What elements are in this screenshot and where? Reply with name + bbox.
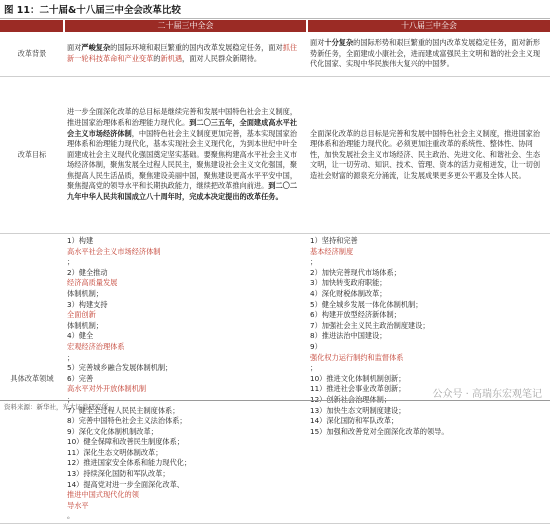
list-item [67,427,304,438]
text-segment: 。 [67,511,75,521]
text-segment: 10）健全保障和改善民生制度体系； [67,437,184,447]
list-item [67,501,304,522]
text-segment: 宏观经济治理体系 [67,341,125,351]
text-segment: 抓住新一轮科技革命和产业变革 [67,43,298,63]
text-segment: 6）构建开放型经济新体制； [310,310,401,320]
row-label-areas: 具体改革领域 [0,234,64,524]
text-segment: 11）推进社会事业改革创新； [310,384,406,394]
list-item [67,268,304,300]
goal-18th [307,77,550,234]
text-segment: 5）完善城乡融合发展体制机制； [67,363,173,373]
list-item [310,289,547,300]
text-segment: 面对 [310,38,325,48]
text-segment: 的国际形势和艰巨繁重的国内改革发展稳定任务，面对新形势新任务，全面建成小康社会，进而建成富强民主文明和谐的社会主义现代化国家、实现中华民族伟大复兴的中国梦。 [310,38,541,69]
header-20th-plenum: 二十届三中全会 [64,20,307,32]
list-item [310,427,547,438]
text-segment: 体制机制； [67,320,103,330]
text-segment: 8）推进法治中国建设； [310,331,387,341]
text-segment: 14）提高党对进一步全面深化改革、 [67,479,184,489]
text-segment: 面对 [67,43,82,53]
text-segment: ，中国特色社会主义制度更加完善，基本实现国家治理体系和治理能力现代化，基本实现社会主义现代化，为到本世纪中叶全面建成社会主义现代化强国奠定坚实基础。要聚焦构建高水平社会主义市场经济体制，聚焦发展全过程人民民主，聚焦建设社会主义文化强国，聚焦提高人民生活品质，聚焦建设美丽中国，聚焦建设更高水平平安中国，聚焦提高党的领导水平和长期执政能力，继续把改革推向前进。 [67,128,298,191]
list-item [67,300,304,332]
areas-18th-list [307,234,550,524]
text-segment: 13）持续深化国防和军队改革； [67,469,170,479]
watermark: 公众号 · 高瑞东宏观笔记 [432,389,542,400]
text-segment: 4）健全 [67,331,94,341]
list-item [67,331,304,363]
list-item [310,406,547,417]
background-20th [64,32,307,77]
text-segment: 严峻复杂 [81,43,111,53]
figure-title: 图 11：二十届&十八届三中全会改革比较 [4,5,181,16]
list-item [67,480,304,501]
background-18th [307,32,550,77]
text-segment: 13）加快生态文明制度建设； [310,405,406,415]
text-segment: 1）坚持和完善 [310,236,358,245]
list-item [310,416,547,427]
text-segment: 2）加快完善现代市场体系； [310,267,401,277]
text-segment: 推进中国式现代化的领 [67,490,139,500]
list-item [310,310,547,321]
list-item [67,448,304,459]
table-header-row [0,20,550,32]
text-segment: 9）深化文化体制机制改革； [67,426,158,436]
text-segment: ，面对人民群众新期待。 [182,54,262,63]
text-segment: 5）健全城乡发展一体化体制机制； [310,299,423,309]
text-segment: 基本经济制度 [310,246,354,256]
text-segment: 到二〇二九年中华人民共和国成立八十周年时，完成本决定提出的改革任务。 [67,181,298,202]
row-goal [0,77,550,234]
list-item [67,458,304,469]
text-segment: 11）深化生态文明体制改革； [67,447,163,457]
title-divider [0,18,550,19]
text-segment: 高水平对外开放体制机制 [67,384,147,394]
list-item [67,416,304,427]
areas-20th-list [64,234,307,524]
list-item [67,469,304,480]
text-segment: 7）加强社会主义民主政治制度建设； [310,320,430,330]
text-segment: ； [310,363,318,373]
list-item [67,437,304,448]
header-18th-plenum: 十八届三中全会 [307,20,550,32]
source-note: 资料来源：新华社，光大证券研究所 [4,403,108,411]
list-item [67,236,304,268]
text-segment: 高水平社会主义市场经济体制 [67,246,161,256]
list-item [67,363,304,374]
text-segment: 的 [153,54,161,63]
text-segment: 强化权力运行制约和监督体系 [310,352,404,362]
text-segment: 3）加快转变政府职能； [310,278,387,288]
text-segment: ； [67,257,75,267]
text-segment: 全面创新 [67,310,96,320]
list-item [310,331,547,342]
text-segment: 1）构建 [67,236,94,245]
text-segment: 导水平 [67,500,89,510]
comparison-table [0,20,550,524]
row-label-goal: 改革目标 [0,77,64,234]
text-segment: 9） [310,341,322,351]
text-segment: 进一步全面深化改革的总目标是继续完善和发展中国特色社会主义制度，推进国家治理体系和治理能力现代化。 [67,107,298,127]
text-segment: 3）构建支持 [67,299,108,309]
list-item [310,268,547,279]
text-segment: ； [310,257,318,267]
text-segment: 体制机制； [67,288,103,298]
text-segment: ； [67,352,75,362]
text-segment: 的国际环境和艰巨繁重的国内改革发展稳定任务，面对 [110,43,283,53]
row-label-background: 改革背景 [0,32,64,77]
text-segment: 7）健全全过程人民民主制度体系； [67,405,180,415]
text-segment: 10）推进文化体制机制创新； [310,373,406,383]
goal-20th [64,77,307,234]
header-empty [0,20,64,32]
row-areas [0,234,550,524]
text-segment: 新机遇 [160,54,183,63]
text-segment: 14）深化国防和军队改革； [310,416,399,426]
list-item [310,278,547,289]
row-background [0,32,550,77]
list-item [310,300,547,311]
list-item [310,321,547,332]
text-segment: 4）深化财税体制改革； [310,288,387,298]
list-item [310,342,547,374]
text-segment: 2）健全推动 [67,267,108,277]
text-segment: 15）加强和改善党对全面深化改革的领导。 [310,426,449,436]
text-segment: 到二〇三五年，全面建成高水平社会主义市场经济体制 [67,117,298,138]
text-segment: 12）推进国家安全体系和能力现代化； [67,458,192,468]
footer-divider [0,400,550,401]
text-segment: 全面深化改革的总目标是完善和发展中国特色社会主义制度，推进国家治理体系和治理能力现代化。必须更加注重改革的系统性、整体性、协同性，加快发展社会主义市场经济、民主政治、先进文化、和谐社会、生态文明，让一切劳动、知识、技术、管理、资本的活力竞相迸发，让一切创造社会财富的源泉充分涌流，让发展成果更多更公平惠及全体人民。 [310,128,541,180]
text-segment: 8）完善中国特色社会主义法治体系； [67,416,187,426]
text-segment: 十分复杂 [324,38,354,48]
list-item [310,374,547,385]
text-segment: 经济高质量发展 [67,278,118,288]
text-segment: 6）完善 [67,373,94,383]
list-item [310,236,547,268]
